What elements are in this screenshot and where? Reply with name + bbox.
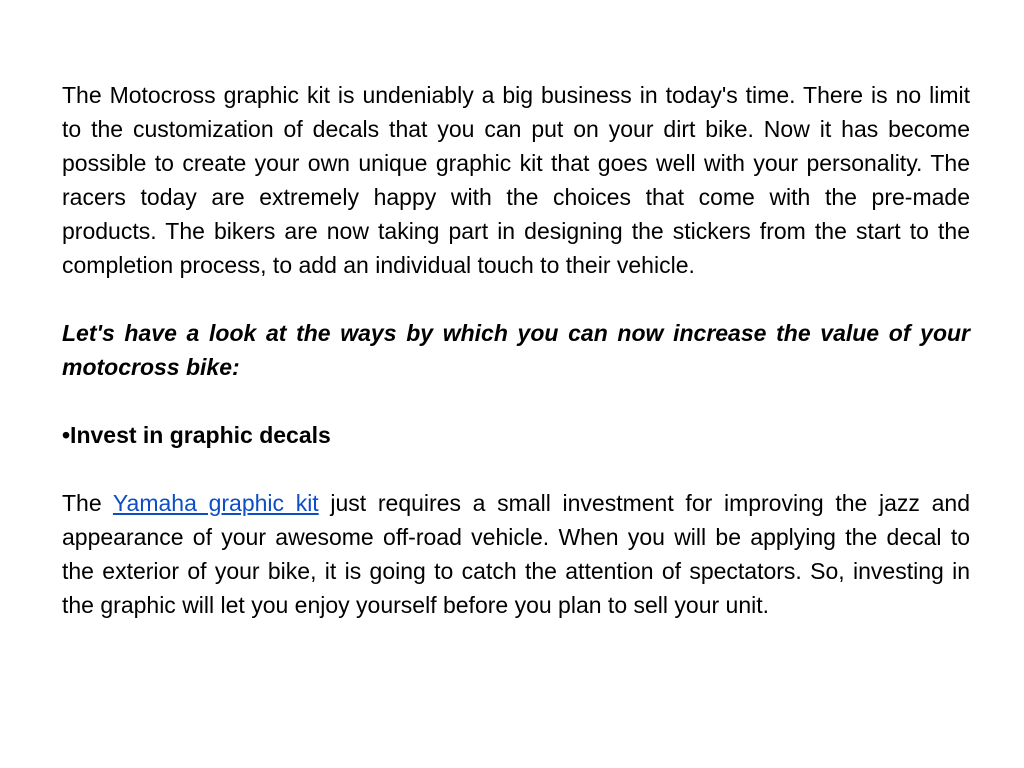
body-paragraph-prefix: The xyxy=(62,490,113,516)
document-page xyxy=(62,78,970,622)
paragraph-spacer xyxy=(62,384,970,418)
paragraph-spacer xyxy=(62,452,970,486)
body-paragraph xyxy=(62,486,970,622)
bullet-heading: •Invest in graphic decals xyxy=(62,422,331,448)
paragraph-spacer xyxy=(62,282,970,316)
body-paragraph-suffix: just requires a small investment for improving the jazz and appearance of your awesome off-road vehicle. When you will be applying the decal to the exterior of your bike, it is going to catch the attention of spectators. So, investing in the graphic will let you enjoy yourself before you plan to sell your unit. xyxy=(62,490,970,618)
yamaha-graphic-kit-link[interactable]: Yamaha graphic kit xyxy=(112,490,319,516)
intro-paragraph: The Motocross graphic kit is undeniably a big business in today's time. There is no limit to the customization of decals that you can put on your dirt bike. Now it has become possible to create your own unique graphic kit that goes well with your personality. The racers today are extremely happy with the choices that come with the pre-made products. The bikers are now taking part in designing the stickers from the start to the completion process, to add an individual touch to their vehicle. xyxy=(62,82,970,278)
lead-heading: Let's have a look at the ways by which you can now increase the value of your motocross bike: xyxy=(62,320,970,380)
